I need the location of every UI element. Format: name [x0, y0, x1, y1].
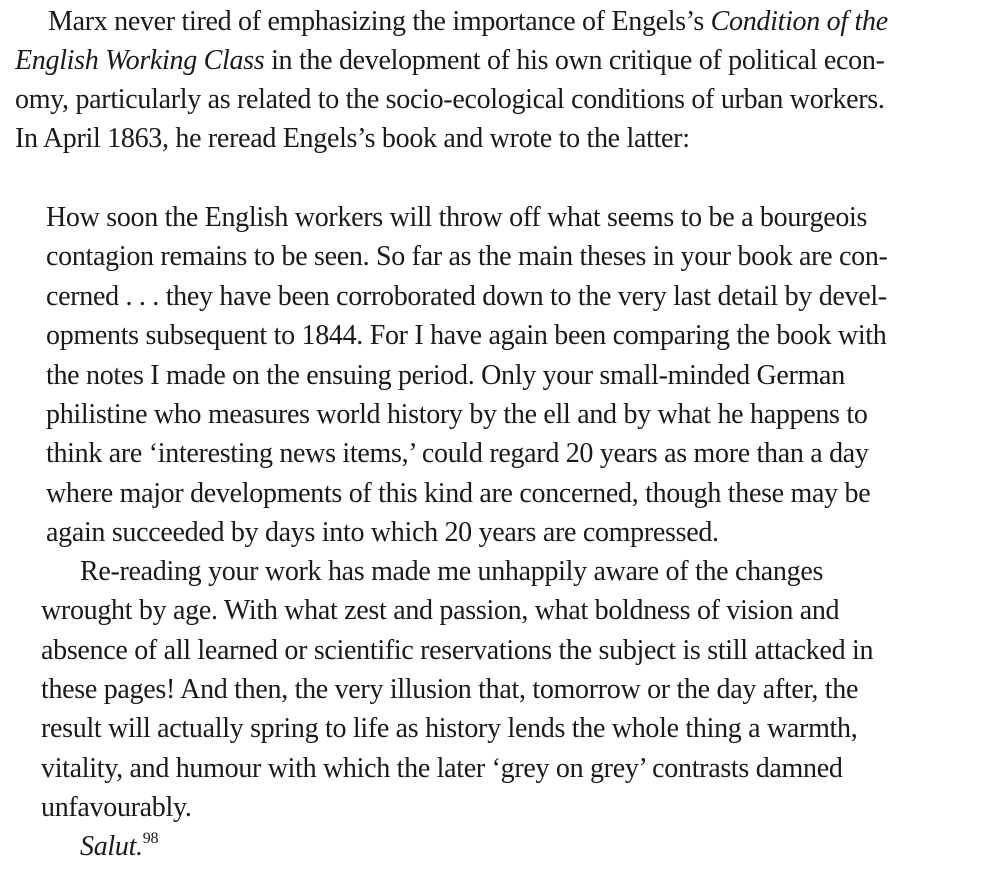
quote-line: philistine who measures world history by the ell and by what he happens to: [46, 399, 868, 430]
quote-line: contagion remains to be seen. So far as the main theses in your book are con-: [46, 241, 888, 272]
quote-line: think are ‘interesting news items,’ could regard 20 years as more than a day: [46, 438, 869, 469]
intro-line-1: [48, 2, 953, 41]
intro-line-4: In April 1863, he reread Engels’s book and wrote to the latter:: [15, 123, 690, 154]
intro-line-2: [15, 41, 885, 80]
quote-line: the notes I made on the ensuing period. Only your small-minded German: [46, 360, 845, 391]
intro-text: in the development of his own critique of political econ-: [264, 45, 885, 76]
quote-line: opments subsequent to 1844. For I have again been comparing the book with: [46, 320, 887, 351]
intro-line-3: omy, particularly as related to the socio-ecological conditions of urban workers.: [15, 84, 885, 115]
signoff-text: Salut.: [80, 831, 143, 862]
quote-line: absence of all learned or scientific reservations the subject is still attacked in: [41, 635, 874, 666]
quote-line: where major developments of this kind are concerned, though these may be: [46, 478, 871, 509]
quote-line: result will actually spring to life as history lends the whole thing a warmth,: [41, 713, 858, 744]
quote-line: unfavourably.: [41, 792, 192, 823]
quote-line: Re-reading your work has made me unhappily aware of the changes: [80, 556, 824, 587]
quote-line: cerned . . . they have been corroborated down to the very last detail by devel-: [46, 281, 887, 312]
quote-line: again succeeded by days into which 20 years are compressed.: [46, 517, 719, 548]
book-title-italic: Condition of the: [710, 6, 888, 37]
quote-line: How soon the English workers will throw off what seems to be a bourgeois: [46, 202, 868, 233]
quote-signoff: [80, 827, 158, 866]
intro-text: Marx never tired of emphasizing the importance of Engels’s: [48, 6, 711, 37]
footnote-marker[interactable]: 98: [142, 830, 159, 847]
quote-line: these pages! And then, the very illusion that, tomorrow or the day after, the: [41, 674, 859, 705]
book-title-italic: English Working Class: [15, 45, 265, 76]
quote-line: wrought by age. With what zest and passion, what boldness of vision and: [41, 595, 840, 626]
quote-line: vitality, and humour with which the later ‘grey on grey’ contrasts damned: [41, 753, 843, 784]
